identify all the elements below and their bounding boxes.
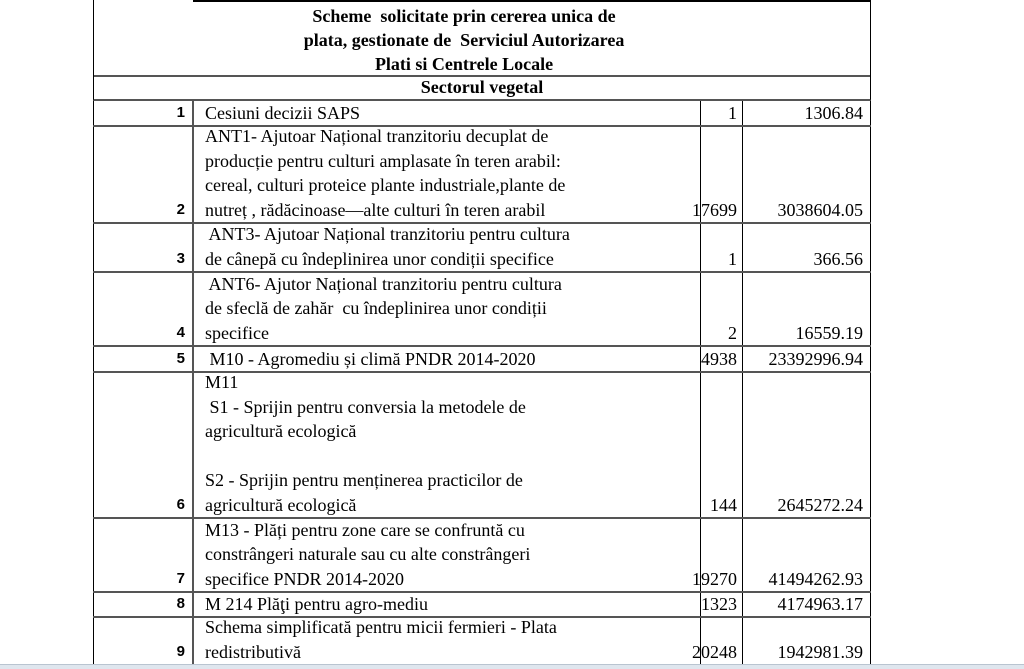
row-description: Schema simplificată pentru micii fermieri - Plata redistributivă <box>192 618 700 664</box>
table-row <box>93 519 871 593</box>
row-count: 1323 <box>700 593 743 616</box>
table-row <box>93 273 871 347</box>
row-description: M13 - Plăți pentru zone care se confruntă cu constrângeri naturale sau cu alte constrângeri specifice PNDR 2014-2020 <box>192 519 700 591</box>
sector-heading: Sectorul vegetal <box>93 75 871 101</box>
row-description: M10 - Agromediu și climă PNDR 2014-2020 <box>192 347 700 371</box>
row-number: 2 <box>93 127 192 222</box>
row-amount: 3038604.05 <box>742 127 871 222</box>
table-row <box>93 127 871 224</box>
row-amount: 4174963.17 <box>742 593 871 616</box>
row-amount: 1306.84 <box>742 101 871 125</box>
row-amount: 2645272.24 <box>742 373 871 517</box>
row-description: ANT6- Ajutor Național tranzitoriu pentru cultura de sfeclă de zahăr cu îndeplinirea unor condiții specifice <box>192 273 700 345</box>
row-number: 3 <box>93 224 192 271</box>
row-count: 1 <box>700 101 743 125</box>
horizontal-scrollbar[interactable] <box>0 664 1024 669</box>
row-number: 8 <box>93 593 192 616</box>
row-number: 5 <box>93 347 192 371</box>
row-amount: 23392996.94 <box>742 347 871 371</box>
table-header <box>93 0 871 77</box>
row-number: 6 <box>93 373 192 517</box>
row-amount: 366.56 <box>742 224 871 271</box>
row-amount: 1942981.39 <box>742 618 871 664</box>
row-description: M11 S1 - Sprijin pentru conversia la metodele de agricultură ecologică S2 - Sprijin pentru menținerea practicilor de agricultură ecologică <box>192 373 700 517</box>
row-description: M 214 Plăţi pentru agro-mediu <box>192 593 700 616</box>
row-count: 20248 <box>700 618 743 664</box>
row-count: 4938 <box>700 347 743 371</box>
row-amount: 41494262.93 <box>742 519 871 591</box>
table-row <box>93 618 871 664</box>
schemes-table <box>93 0 871 664</box>
table-row <box>93 373 871 519</box>
row-amount: 16559.19 <box>742 273 871 345</box>
table-title: Scheme solicitate prin cererea unica de plata, gestionate de Serviciul Autorizarea Plati si Centrele Locale <box>303 6 625 74</box>
row-count: 2 <box>700 273 743 345</box>
header-border <box>193 0 871 2</box>
row-description: ANT1- Ajutoar Național tranzitoriu decuplat de producție pentru culturi amplasate în teren arabil: cereal, culturi proteice plante industriale,plante de nutreț , rădăcinoase—alte culturi în teren arabil <box>192 127 700 222</box>
row-count: 1 <box>700 224 743 271</box>
row-description: Cesiuni decizii SAPS <box>192 101 700 125</box>
row-count: 144 <box>700 373 743 517</box>
row-number: 4 <box>93 273 192 345</box>
table-row <box>93 224 871 273</box>
row-count: 19270 <box>700 519 743 591</box>
row-count: 17699 <box>700 127 743 222</box>
row-number: 7 <box>93 519 192 591</box>
row-number: 9 <box>93 618 192 664</box>
row-description: ANT3- Ajutoar Național tranzitoriu pentru cultura de cânepă cu îndeplinirea unor condiții specifice <box>192 224 700 271</box>
row-number: 1 <box>93 101 192 125</box>
